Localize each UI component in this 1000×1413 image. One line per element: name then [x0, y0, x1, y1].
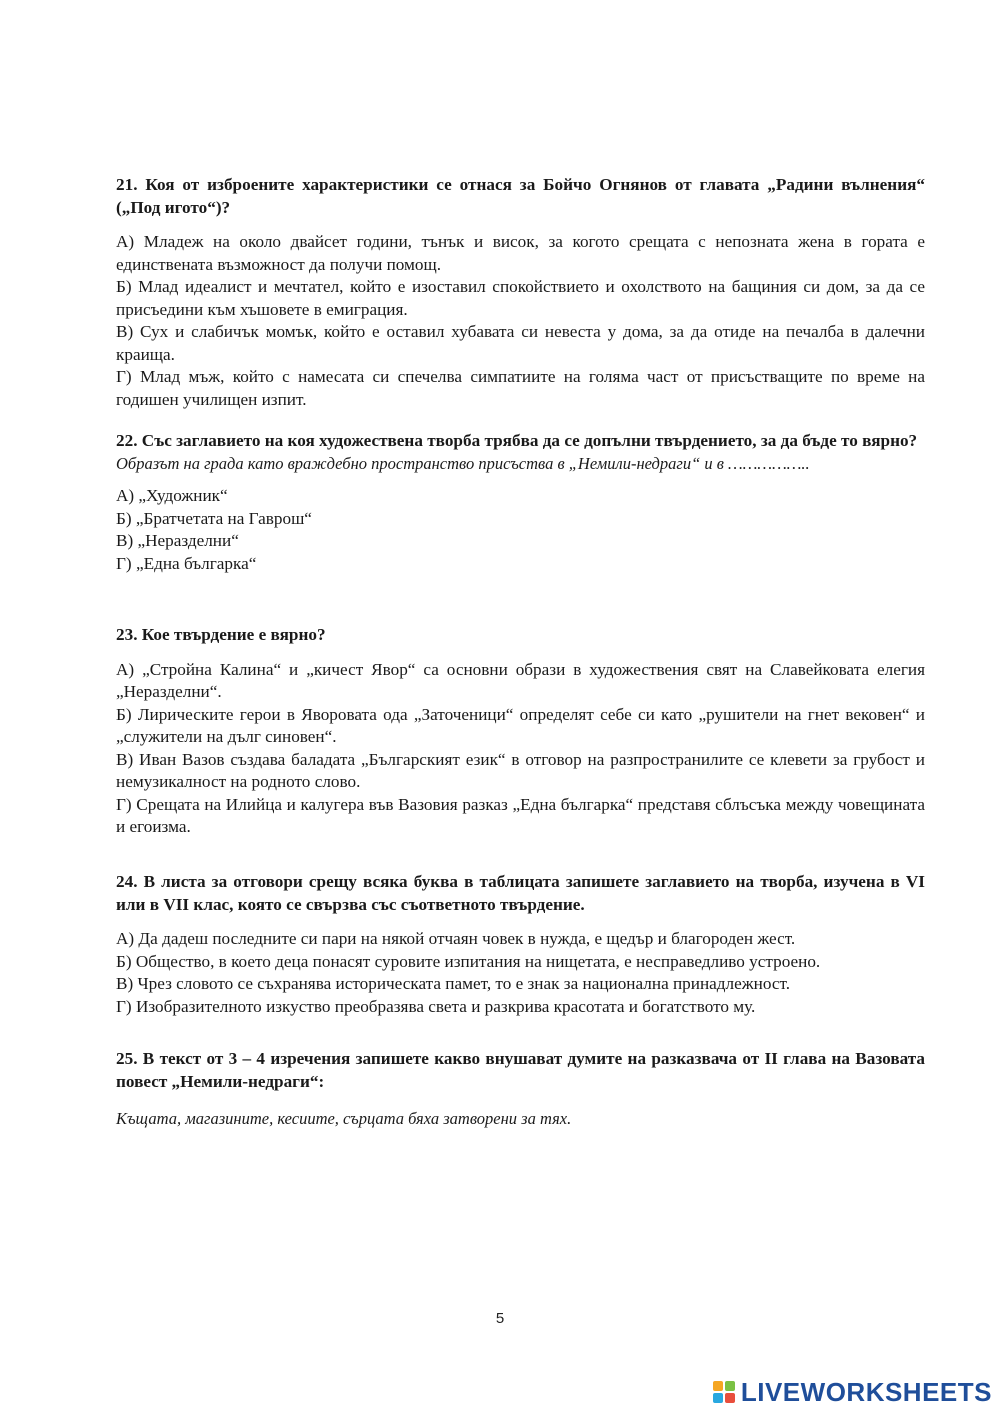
answer-option-a: А) „Стройна Калина“ и „кичест Явор“ са основни образи в художествения свят на Славейковата елегия „Неразделни“.	[116, 659, 925, 701]
answer-list	[116, 231, 925, 411]
answer-option-b: Б) Общество, в което деца понасят суровите изпитания на нищетата, е несправедливо устроено.	[116, 951, 821, 971]
quoted-text: Къщата, магазините, кесиите, сърцата бяха затворени за тях.	[116, 1109, 572, 1128]
question-title: 23. Кое твърдение е вярно?	[116, 625, 326, 644]
brand-name: LIVEWORKSHEETS	[740, 1377, 992, 1407]
answer-option-d: Г) Изобразителното изкуство преобразява света и разкрива красотата и богатството му.	[116, 996, 756, 1016]
question-24	[116, 871, 925, 1018]
answer-option-d: Г) „Една българка“	[116, 553, 257, 573]
answer-option-b: Б) Млад идеалист и мечтател, който е изоставил спокойствието и охолството на бащиния си дом, за да се присъедини към хъшовете в емиграция.	[116, 277, 925, 319]
answer-option-a: А) „Художник“	[116, 486, 228, 505]
question-title: 22. Със заглавието на коя художествена творба трябва да се допълни твърдението, за да бъде то вярно?	[116, 431, 918, 450]
question-title: 21. Коя от изброените характеристики се отнася за Бойчо Огнянов от главата „Радини вълнения“ („Под игото“)?	[116, 175, 925, 217]
answer-option-a: А) Да дадеш последните си пари на някой отчаян човек в нужда, е щедър и благороден жест.	[116, 929, 796, 948]
answer-option-d: Г) Срещата на Илийца и калугера във Вазовия разказ „Една българка“ представя сблъсъка между човещината и егоизма.	[116, 794, 925, 836]
question-21	[116, 174, 925, 411]
liveworksheets-brand[interactable]	[713, 1377, 992, 1407]
answer-option-b: Б) Лирическите герои в Яворовата ода „Заточеници“ определят себе си като „рушители на гнет вековен“ и „служители на дълг синовен“.	[116, 704, 925, 746]
answer-option-c: В) Сух и слабичък момък, който е оставил хубавата си невеста у дома, за да отиде на печалба в далечни краища.	[116, 322, 925, 364]
answer-option-b: Б) „Братчетата на Гаврош“	[116, 508, 312, 528]
answer-option-c: В) Иван Вазов създава баладата „Българският език“ в отговор на разпространилите се клевети за грубост и немузикалност на родното слово.	[116, 749, 925, 791]
answer-option-a: А) Младеж на около двайсет години, тънък и висок, за когото срещата с непозната жена в гората е единствената възможност да получи помощ.	[116, 232, 925, 274]
question-statement: Образът на града като враждебно пространство присъства в „Немили-недраги“ и в ……………..	[116, 453, 810, 473]
question-title: 24. В листа за отговори срещу всяка буква в таблицата запишете заглавието на творба, изучена в VI или в VII клас, която се свързва със съответното твърдение.	[116, 872, 925, 914]
answer-option-d: Г) Млад мъж, който с намесата си спечелва симпатиите на голяма част от присъстващите по време на годишен училищен изпит.	[116, 367, 925, 409]
answer-list	[116, 659, 925, 839]
answer-option-c: В) Чрез словото се съхранява историческата памет, то е знак за национална принадлежност.	[116, 974, 790, 993]
question-22	[116, 430, 925, 575]
question-title: 25. В текст от 3 – 4 изречения запишете какво внушават думите на разказвача от II глава на Вазовата повест „Немили-недраги“:	[116, 1049, 925, 1091]
answer-list	[116, 928, 925, 1018]
answer-option-c: В) „Неразделни“	[116, 531, 239, 550]
question-23	[116, 624, 925, 839]
question-25	[116, 1048, 925, 1131]
page-number: 5	[495, 1310, 505, 1327]
liveworksheets-logo-icon	[713, 1381, 735, 1403]
answer-list	[116, 485, 925, 575]
